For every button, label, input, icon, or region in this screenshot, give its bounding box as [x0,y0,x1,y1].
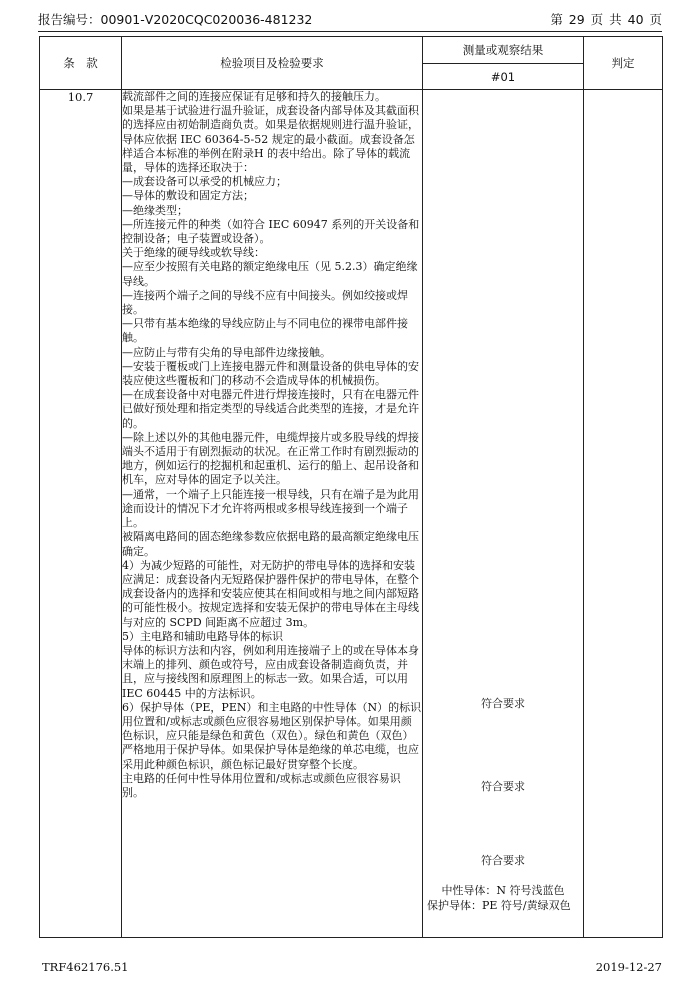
requirement-header: 检验项目及检验要求 [122,37,423,90]
req-line: 5）主电路和辅助电路导体的标识 [122,629,283,643]
req-line: —通常，一个端子上只能连接一根导线，只有在端子是为此用途而设计的情况下才允许将两根或多根导线连接到一个端子上。 [122,487,419,530]
req-line: —成套设备可以承受的机械应力； [122,175,287,189]
inspection-table [39,36,663,938]
results-cell [423,90,584,938]
protective-conductor-result: 保护导体：PE 符号/黄绿双色 [427,899,571,912]
req-line: 关于绝缘的硬导线或软导线： [122,246,265,260]
req-line: 4）为减少短路的可能性，对无防护的带电导体的选择和安装应满足：成套设备内无短路保护器件保护的带电导体，在整个成套设备内的选择和安装应使其在相间或相与地之间内部短路的可能性极小。按规定选择和安装无保护的带电导体在主母线与对应的 SCPD 间距离不应超过 3m。 [122,558,419,629]
req-line: 导体的标识方法和内容，例如利用连接端子上的或在导体本身末端上的排列、颜色或符号，应由成套设备制造商负责，并且，应与接线图和原理图上的标志一致。如果合适，可以用 IEC 60445 中的方法标识。 [122,643,419,700]
req-line: —导体的敷设和固定方法； [122,189,254,203]
issue-date: 2019-12-27 [595,960,662,974]
req-line: —安装于覆板或门上连接电器元件和测量设备的供电导体的安装应使这些覆板和门的移动不会造成导体的机械损伤。 [122,359,419,388]
report-header [38,10,662,28]
result-item-4: 符合要求 [481,697,525,710]
req-line: —应至少按照有关电路的额定绝缘电压（见 5.2.3）确定绝缘导线。 [122,260,418,288]
neutral-conductor-result: 中性导体：N 符号浅蓝色 [441,884,565,897]
req-line: —在成套设备中对电器元件进行焊接连接时，只有在电器元件已做好预处理和指定类型的导线适合此类型的连接，才是允许的。 [122,388,419,430]
req-line: —连接两个端子之间的导线不应有中间接头。例如绞接或焊接。 [122,288,408,317]
result-item-5: 符合要求 [481,780,525,793]
report-number: 报告编号：00901-V2020CQC020036-481232 [38,12,313,27]
verdict-cell [584,90,663,938]
sample-number-header: #01 [423,64,584,90]
req-line: —绝缘类型； [122,203,188,217]
req-line: 6）保护导体（PE，PEN）和主电路的中性导体（N）的标识 [122,700,422,714]
requirement-text [122,90,423,938]
page-info: 第 29 页 共 40 页 [550,12,662,27]
req-line: —只带有基本绝缘的导线应防止与不同电位的裸带电部件接触。 [122,317,408,345]
form-id: TRF462176.51 [42,960,129,974]
req-line: 被隔离电路间的固态绝缘参数应依据电路的最高额定绝缘电压确定。 [122,530,419,558]
req-line: 载流部件之间的连接应保证有足够和持久的接触压力。 [122,90,386,103]
req-line: —所连接元件的种类（如符合 IEC 60947 系列的开关设备和控制设备；电子装置或设备）。 [122,217,420,246]
req-line: 如果是基于试验进行温升验证，成套设备内部导体及其截面积的选择应由初始制造商负责。如果是依据规则进行温升验证，导体应依据 IEC 60364-5-52 规定的最小截面。成套设备怎样适合本标准的举例在附录H 的表中给出。除了导体的载流量，导体的选择还取决于： [122,104,419,175]
clause-header: 条 款 [40,37,122,90]
table-row [40,90,663,938]
req-line: —应防止与带有尖角的导电部件边缘接触。 [122,345,331,359]
header-rule [38,31,662,32]
req-line: 用位置和/或标志或颜色应很容易地区别保护导体。如果用颜色标识，应只能是绿色和黄色（双色）。绿色和黄色（双色）严格地用于保护导体。如果保护导体是绝缘的单芯电缆，也应采用此种颜色标识，颜色标记最好贯穿整个长度。 [122,714,419,771]
req-line: 主电路的任何中性导体用位置和/或标志或颜色应很容易识别。 [122,771,401,799]
results-header: 测量或观察结果 [423,37,584,64]
req-line: —除上述以外的其他电器元件，电缆焊接片或多股导线的焊接端头不适用于有剧烈振动的状况。在正常工作时有剧烈振动的地方，例如运行的挖掘机和起重机、运行的船上、起吊设备和机车，应对导体的固定予以关注。 [122,430,419,487]
result-item-6: 符合要求 [481,854,525,867]
clause-number: 10.7 [40,90,122,938]
verdict-header: 判定 [584,37,663,90]
